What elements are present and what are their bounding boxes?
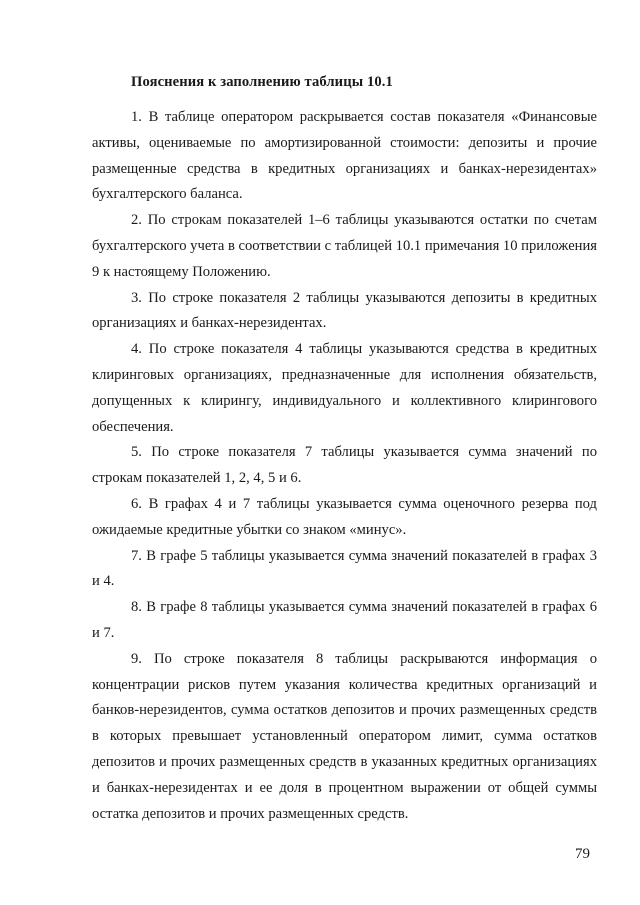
page-number: 79: [575, 846, 590, 862]
section-heading: Пояснения к заполнению таблицы 10.1: [131, 74, 393, 90]
paragraph-9: 9. По строке показателя 8 таблицы раскрываются информация о концентрации рисков путем указания количества кредитных организаций и банков-нерезидентов, сумма остатков депозитов и прочих размещенных средств в которых превышает установленный оператором лимит, сумма остатков депозитов и прочих размещенных средств в указанных кредитных организациях и банках-нерезидентах и ее доля в процентном выражении от общей суммы остатка депозитов и прочих размещенных средств.: [92, 650, 597, 822]
document-page: [92, 72, 597, 827]
paragraph-3: 3. По строке показателя 2 таблицы указываются депозиты в кредитных организациях и банках-нерезидентах.: [92, 289, 597, 332]
paragraph-8: 8. В графе 8 таблицы указывается сумма значений показателей в графах 6 и 7.: [92, 599, 597, 641]
paragraph-4: 4. По строке показателя 4 таблицы указываются средства в кредитных клиринговых организациях, предназначенные для исполнения обязательств, допущенных к клирингу, индивидуального и коллективного клирингового обеспечения.: [92, 341, 597, 435]
paragraph-5: 5. По строке показателя 7 таблицы указывается сумма значений по строкам показателей 1, 2, 4, 5 и 6.: [92, 444, 597, 487]
paragraph-6: 6. В графах 4 и 7 таблицы указывается сумма оценочного резерва под ожидаемые кредитные убытки со знаком «минус».: [92, 495, 597, 538]
paragraph-1: 1. В таблице оператором раскрывается состав показателя «Финансовые активы, оцениваемые по амортизированной стоимости: депозиты и прочие размещенные средства в кредитных организациях и банках-нерезидентах» бухгалтерского баланса.: [92, 109, 597, 203]
paragraph-2: 2. По строкам показателей 1–6 таблицы указываются остатки по счетам бухгалтерского учета в соответствии с таблицей 10.1 примечания 10 приложения 9 к настоящему Положению.: [92, 212, 598, 280]
paragraph-7: 7. В графе 5 таблицы указывается сумма значений показателей в графах 3 и 4.: [92, 547, 597, 590]
